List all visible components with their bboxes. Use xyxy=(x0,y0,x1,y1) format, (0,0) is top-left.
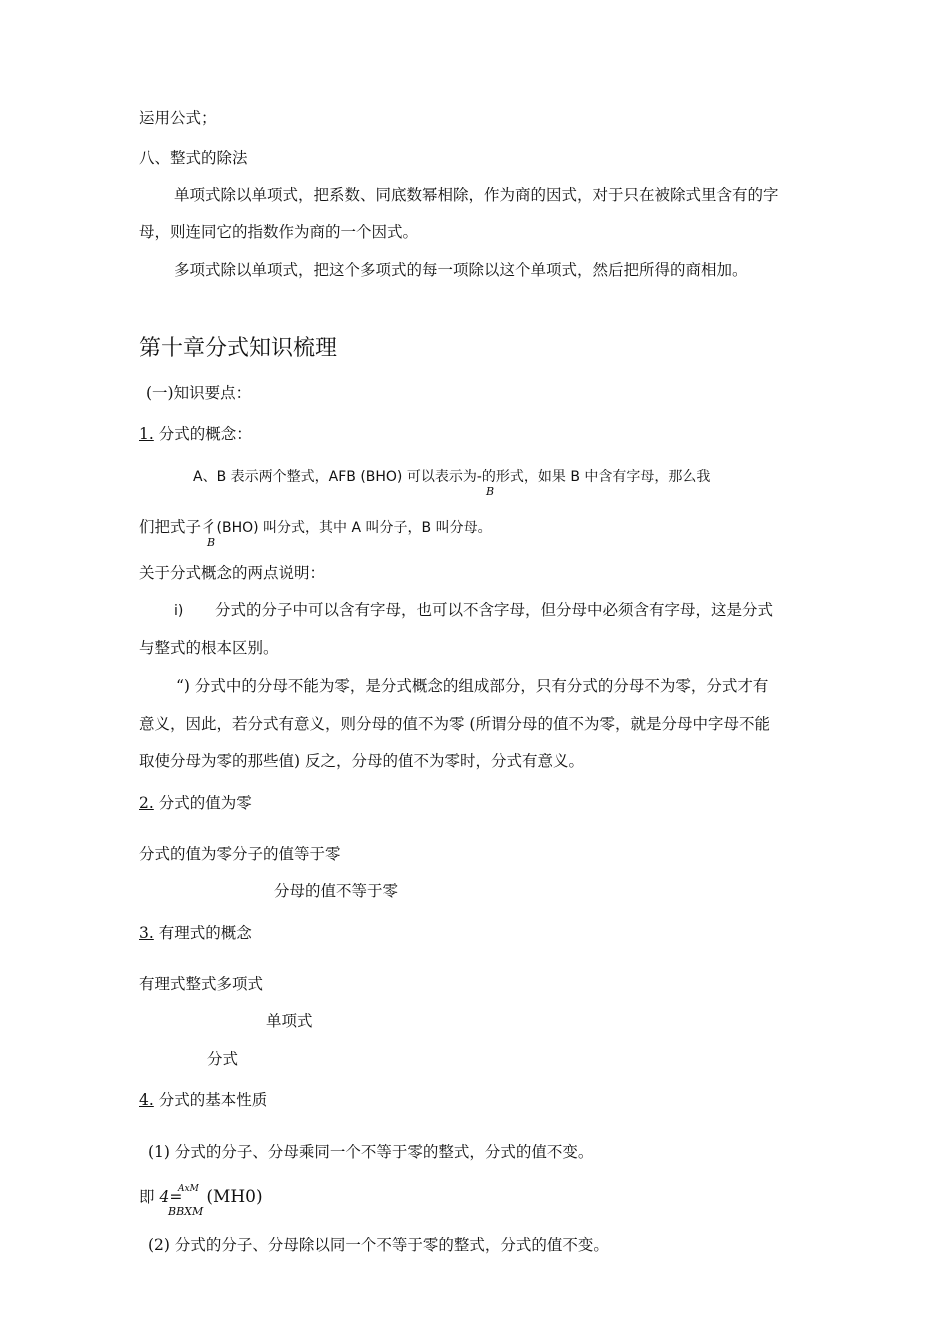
text-line: (1) 分式的分子、分母乘同一个不等于零的整式，分式的值不变。 xyxy=(148,1143,594,1161)
fraction-numerator: AxM xyxy=(178,1184,199,1194)
paragraph-line: 取使分母为零的那些值) 反之，分母的值不为零时，分式有意义。 xyxy=(139,752,584,770)
section-number: 4. xyxy=(139,1091,154,1109)
text-line: 分式 xyxy=(207,1050,239,1068)
paragraph-line xyxy=(193,466,710,487)
equation-part: (MH0) xyxy=(206,1187,263,1207)
text-span: (BHO) 叫分式，其中 A 叫分子，B 叫分母。 xyxy=(216,520,492,536)
equation-line xyxy=(139,1187,263,1207)
text-span: 即 xyxy=(139,1188,155,1206)
section-2-heading xyxy=(139,793,252,813)
chapter-title: 第十章分式知识梳理 xyxy=(139,336,338,361)
section-number: 1. xyxy=(139,425,154,443)
section-heading: 八、整式的除法 xyxy=(139,149,248,167)
paragraph-line: “) 分式中的分母不能为零，是分式概念的组成部分，只有分式的分母不为零，分式才有 xyxy=(176,677,769,695)
equation-part: 4= xyxy=(159,1188,183,1206)
paragraph-line xyxy=(139,517,492,538)
paragraph-line: 关于分式概念的两点说明： xyxy=(139,564,326,582)
text-span: -的形式，如果 B 中含有字母，那么我 xyxy=(476,469,711,485)
paragraph-line: 单项式除以单项式，把系数、同底数幂相除，作为商的因式，对于只在被除式里含有的字 xyxy=(174,186,779,204)
section-1-heading xyxy=(139,424,252,444)
section-title: 分式的基本性质 xyxy=(158,1091,268,1109)
section-number: 3. xyxy=(139,924,154,942)
text-line: (2) 分式的分子、分母除以同一个不等于零的整式，分式的值不变。 xyxy=(148,1236,609,1254)
text-span: 们把式子彳 xyxy=(139,518,217,536)
section-3-heading xyxy=(139,923,252,943)
text-line: 运用公式； xyxy=(139,109,217,127)
fraction-denominator: B xyxy=(486,485,495,498)
text-line: 分式的值为零分子的值等于零 xyxy=(139,845,341,863)
paragraph-line: 与整式的根本区别。 xyxy=(139,639,279,657)
list-marker: i) xyxy=(174,603,184,619)
paragraph-line: 母，则连同它的指数作为商的一个因式。 xyxy=(139,223,419,241)
fraction-denominator: B xyxy=(207,536,216,549)
text-line: 有理式整式多项式 xyxy=(139,975,264,993)
section-title: 分式的概念： xyxy=(158,425,252,443)
paragraph-line: 分式的分子中可以含有字母，也可以不含字母，但分母中必须含有字母，这是分式 xyxy=(215,601,774,619)
text-span: A、B 表示两个整式，AFB (BHO) 可以表示为 xyxy=(193,469,477,485)
chapter-subtitle: (一)知识要点： xyxy=(146,384,252,402)
section-title: 有理式的概念 xyxy=(158,924,252,942)
text-line: 分母的值不等于零 xyxy=(274,882,399,900)
fraction-denominator: BBXM xyxy=(168,1205,204,1218)
section-4-heading xyxy=(139,1090,267,1110)
section-title: 分式的值为零 xyxy=(158,794,252,812)
paragraph-line: 意义，因此，若分式有意义，则分母的值不为零 (所谓分母的值不为零，就是分母中字母不能 xyxy=(139,715,770,733)
section-number: 2. xyxy=(139,794,154,812)
text-line: 单项式 xyxy=(266,1012,313,1030)
paragraph-line: 多项式除以单项式，把这个多项式的每一项除以这个单项式，然后把所得的商相加。 xyxy=(174,261,748,279)
